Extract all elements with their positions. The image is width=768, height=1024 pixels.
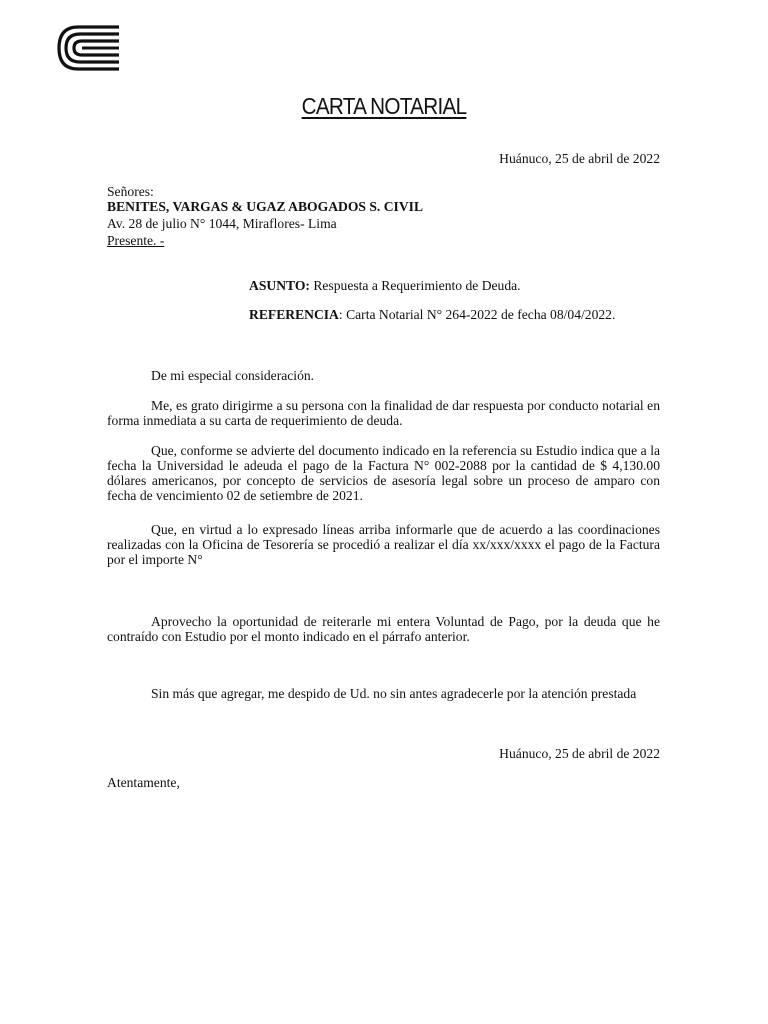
institution-logo [56,24,120,72]
recipient-presente: Presente. - [107,233,165,248]
date-top: Huánuco, 25 de abril de 2022 [499,151,660,166]
paragraph-1-text: Me, es grato dirigirme a su persona con la finalidad de dar respuesta por conducto notarial en forma inmediata a su carta de requerimiento de deuda. [107,398,660,428]
closing: Atentamente, [107,775,180,790]
recipient-name: BENITES, VARGAS & UGAZ ABOGADOS S. CIVIL [107,199,424,214]
paragraph-3 [107,522,660,567]
referencia-text: : Carta Notarial N° 264-2022 de fecha 08/04/2022. [338,307,616,322]
recipient-greeting: Señores: [107,184,154,199]
recipient-address: Av. 28 de julio N° 1044, Miraflores- Lima [107,216,337,231]
date-bottom: Huánuco, 25 de abril de 2022 [499,746,660,761]
paragraph-2 [107,443,660,503]
paragraph-5-text: Sin más que agregar, me despido de Ud. no sin antes agradecerle por la atención prestada [151,686,637,701]
asunto-line [249,278,521,293]
paragraph-4 [107,614,660,644]
referencia-line [249,307,615,322]
asunto-text: Respuesta a Requerimiento de Deuda. [309,278,521,293]
referencia-label: REFERENCIA [249,307,339,322]
letter-title: CARTA NOTARIAL [301,93,467,119]
paragraph-4-text: Aprovecho la oportunidad de reiterarle mi entera Voluntad de Pago, por la deuda que he contraído con Estudio por el monto indicado en el párrafo anterior. [107,614,660,644]
paragraph-2-text: Que, conforme se advierte del documento indicado en la referencia su Estudio indica que a la fecha la Universidad le adeuda el pago de la Factura N° 002-2088 por la cantidad de $ 4,130.00 dólares americanos, por concepto de servicios de asesoría legal sobre un proceso de amparo con fecha de vencimiento 02 de setiembre de 2021. [107,443,660,503]
asunto-label: ASUNTO: [249,278,310,293]
paragraph-3-text: Que, en virtud a lo expresado líneas arriba informarle que de acuerdo a las coordinaciones realizadas con la Oficina de Tesorería se procedió a realizar el día xx/xxx/xxxx el pago de la Factura por el importe N° [107,522,660,567]
salutation: De mi especial consideración. [151,368,315,383]
paragraph-1 [107,398,660,428]
paragraph-5 [107,686,660,701]
